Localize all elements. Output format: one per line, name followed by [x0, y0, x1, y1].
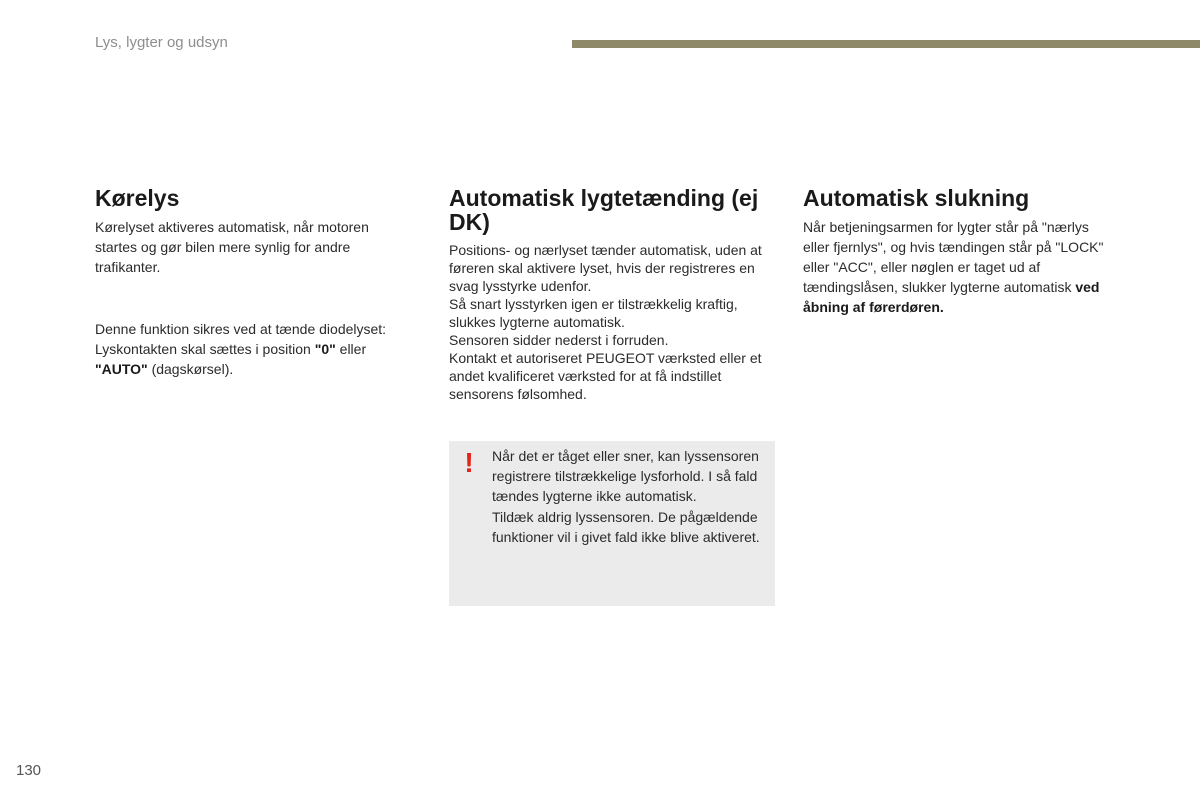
lygtetaending-line-3: Sensoren sidder nederst i forruden.: [449, 332, 669, 348]
heading-automatisk-slukning: Automatisk slukning: [803, 185, 1030, 211]
korelys-paragraph-2: [95, 319, 405, 379]
position-auto-label: "AUTO": [95, 361, 148, 377]
warning-text-2: Tildæk aldrig lyssensoren. De pågældende funktioner vil i givet fald ikke blive aktiveret.: [492, 508, 760, 545]
lygtetaending-line-4: Kontakt et autoriseret PEUGEOT værksted eller et andet kvalificeret værksted for at få indstillet sensorens følsomhed.: [449, 350, 762, 402]
column-automatisk-slukning: [803, 186, 1113, 317]
header-rule: [572, 40, 1200, 48]
exclamation-warning-icon: !: [464, 447, 474, 478]
slukning-bold-ending: ved åbning af førerdøren.: [803, 279, 1100, 315]
korelys-p2-text-2: eller: [335, 341, 367, 357]
warning-box: [449, 441, 775, 606]
korelys-p2-text-3: (dagskørsel).: [147, 361, 234, 377]
spacer: [95, 277, 405, 319]
lygtetaending-paragraph: Positions- og nærlyset tænder automatisk, uden at føreren skal aktivere lyset, hvis der registreres en svag lysstyrke udenfor.: [449, 242, 762, 294]
heading-korelys: Kørelys: [95, 185, 180, 211]
warning-text: [492, 446, 762, 547]
page-number: 130: [16, 762, 42, 779]
position-zero-label: "0": [314, 341, 336, 357]
slukning-text: Når betjeningsarmen for lygter står på "nærlys eller fjernlys", og hvis tændingen står på "LOCK" eller "ACC", eller nøglen er taget ud af tændingslåsen, slukker lygterne automatisk: [803, 219, 1104, 295]
section-header: Lys, lygter og udsyn: [95, 34, 228, 51]
lygtetaending-line-2: Så snart lysstyrken igen er tilstrækkelig kraftig, slukkes lygterne automatisk.: [449, 296, 738, 330]
korelys-p2-text-1: Denne funktion sikres ved at tænde diodelyset: Lyskontakten skal sættes i position: [95, 321, 387, 357]
column-korelys: [95, 186, 405, 379]
slukning-paragraph: [803, 217, 1113, 317]
heading-automatisk-lygtetaending: Automatisk lygtetænding (ej DK): [449, 185, 759, 235]
korelys-paragraph-1: Kørelyset aktiveres automatisk, når motoren startes og gør bilen mere synlig for andre trafikanter.: [95, 219, 369, 275]
column-automatisk-lygtetaending: [449, 186, 774, 403]
warning-text-1: Når det er tåget eller sner, kan lyssensoren registrere tilstrækkelige lysforhold. I så fald tændes lygterne ikke automatisk.: [492, 448, 759, 505]
